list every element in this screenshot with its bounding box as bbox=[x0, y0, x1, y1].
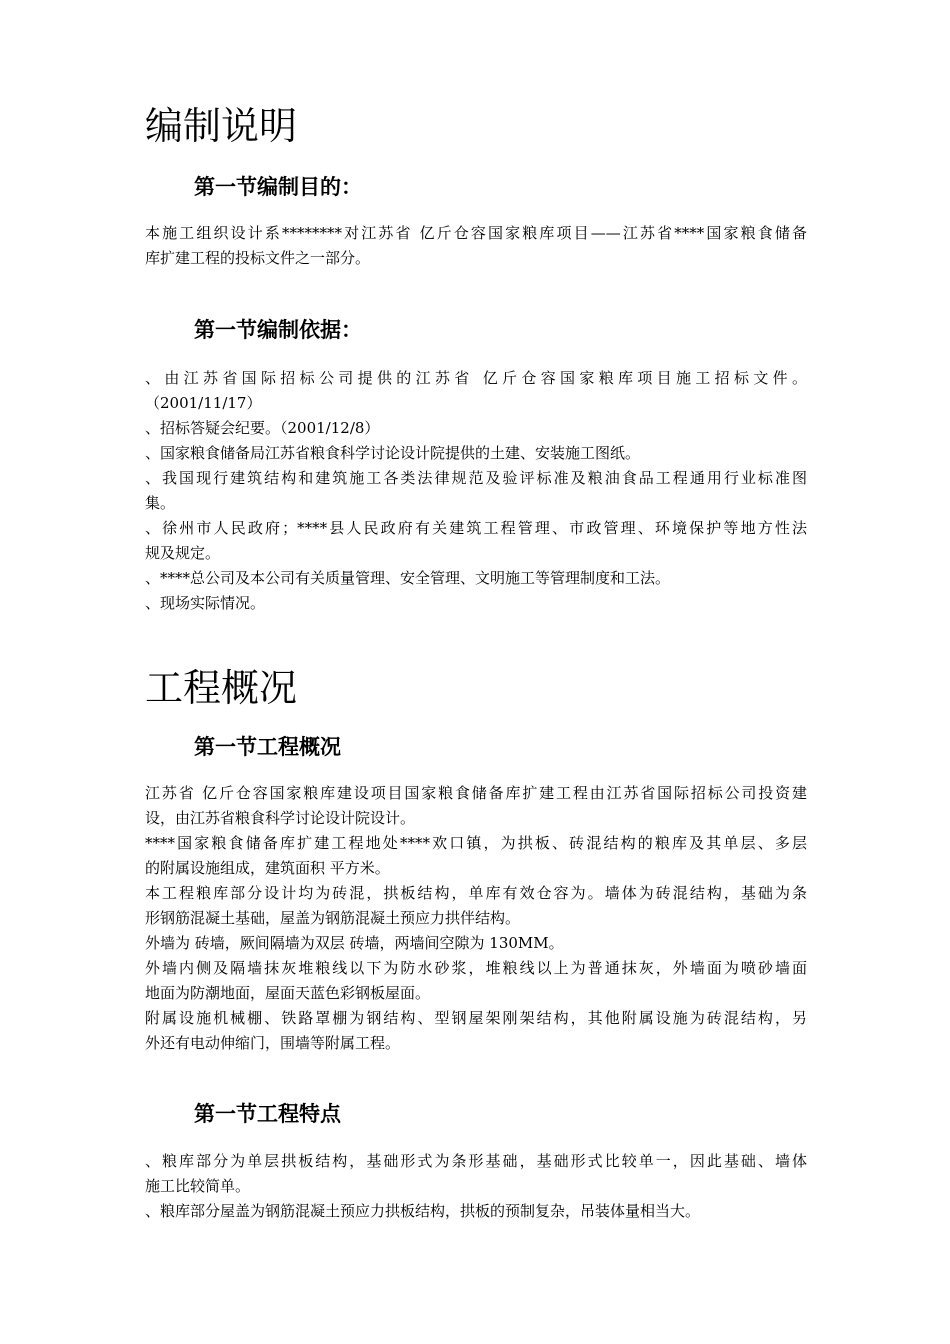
text-line: 本施工组织设计系********对江苏省 亿斤仓容国家粮库项目——江苏省****国家粮食储备 bbox=[145, 224, 807, 242]
text-line: 库扩建工程的投标文件之一部分。 bbox=[145, 249, 371, 267]
basis-list bbox=[145, 366, 807, 616]
list-line: 规及规定。 bbox=[145, 544, 221, 562]
list-line: 、现场实际情况。 bbox=[145, 594, 266, 612]
text-line: 地面为防潮地面，屋面天蓝色彩钢板屋面。 bbox=[145, 984, 431, 1002]
text-line: 外墙为 砖墙，厥间隔墙为双层 砖墙，两墙间空隙为 130MM。 bbox=[145, 934, 564, 952]
list-line: 、由江苏省国际招标公司提供的江苏省 亿斤仓容国家粮库项目施工招标文件。 bbox=[145, 369, 807, 387]
purpose-paragraph bbox=[145, 221, 807, 271]
text-line: 江苏省 亿斤仓容国家粮库建设项目国家粮食储备库扩建工程由江苏省国际招标公司投资建 bbox=[145, 784, 807, 802]
list-line: 、徐州市人民政府；****县人民政府有关建筑工程管理、市政管理、环境保护等地方性法 bbox=[145, 519, 807, 537]
text-line: 设，由江苏省粮食科学讨论设计院设计。 bbox=[145, 809, 416, 827]
list-line: 、招标答疑会纪要。（2001/12/8） bbox=[145, 419, 380, 437]
text-line: 外还有电动伸缩门，围墙等附属工程。 bbox=[145, 1034, 401, 1052]
list-line: （2001/11/17） bbox=[145, 394, 262, 412]
section-heading-overview: 工程概况 bbox=[145, 666, 298, 710]
list-line: 、****总公司及本公司有关质量管理、安全管理、文明施工等管理制度和工法。 bbox=[145, 569, 671, 587]
subsection-heading-basis: 第一节编制依据： bbox=[194, 318, 362, 342]
list-line: 、粮库部分屋盖为钢筋混凝土预应力拱板结构，拱板的预制复杂，吊装体量相当大。 bbox=[145, 1202, 701, 1220]
features-list bbox=[145, 1149, 807, 1224]
overview-paragraph bbox=[145, 781, 807, 1056]
list-line: 施工比较简单。 bbox=[145, 1177, 251, 1195]
text-line: 的附属设施组成，建筑面积 平方米。 bbox=[145, 859, 390, 877]
text-line: ****国家粮食储备库扩建工程地处****欢口镇，为拱板、砖混结构的粮库及其单层、多层 bbox=[145, 834, 807, 852]
list-line: 、粮库部分为单层拱板结构，基础形式为条形基础，基础形式比较单一，因此基础、墙体 bbox=[145, 1152, 807, 1170]
subsection-heading-purpose: 第一节编制目的： bbox=[194, 175, 362, 199]
text-line: 本工程粮库部分设计均为砖混，拱板结构，单库有效仓容为。墙体为砖混结构，基础为条 bbox=[145, 884, 807, 902]
list-line: 集。 bbox=[145, 494, 176, 512]
section-heading-compilation: 编制说明 bbox=[145, 104, 298, 148]
subsection-heading-project-overview: 第一节工程概况 bbox=[194, 735, 341, 759]
subsection-heading-features: 第一节工程特点 bbox=[194, 1102, 341, 1126]
text-line: 外墙内侧及隔墙抹灰堆粮线以下为防水砂浆，堆粮线以上为普通抹灰，外墙面为喷砂墙面 bbox=[145, 959, 807, 977]
text-line: 附属设施机械棚、铁路罩棚为钢结构、型钢屋架刚架结构，其他附属设施为砖混结构，另 bbox=[145, 1009, 807, 1027]
list-line: 、国家粮食储备局江苏省粮食科学讨论设计院提供的土建、安装施工图纸。 bbox=[145, 444, 641, 462]
list-line: 、我国现行建筑结构和建筑施工各类法律规范及验评标准及粮油食品工程通用行业标准图 bbox=[145, 469, 807, 487]
text-line: 形钢筋混凝土基础，屋盖为钢筋混凝土预应力拱伴结构。 bbox=[145, 909, 521, 927]
